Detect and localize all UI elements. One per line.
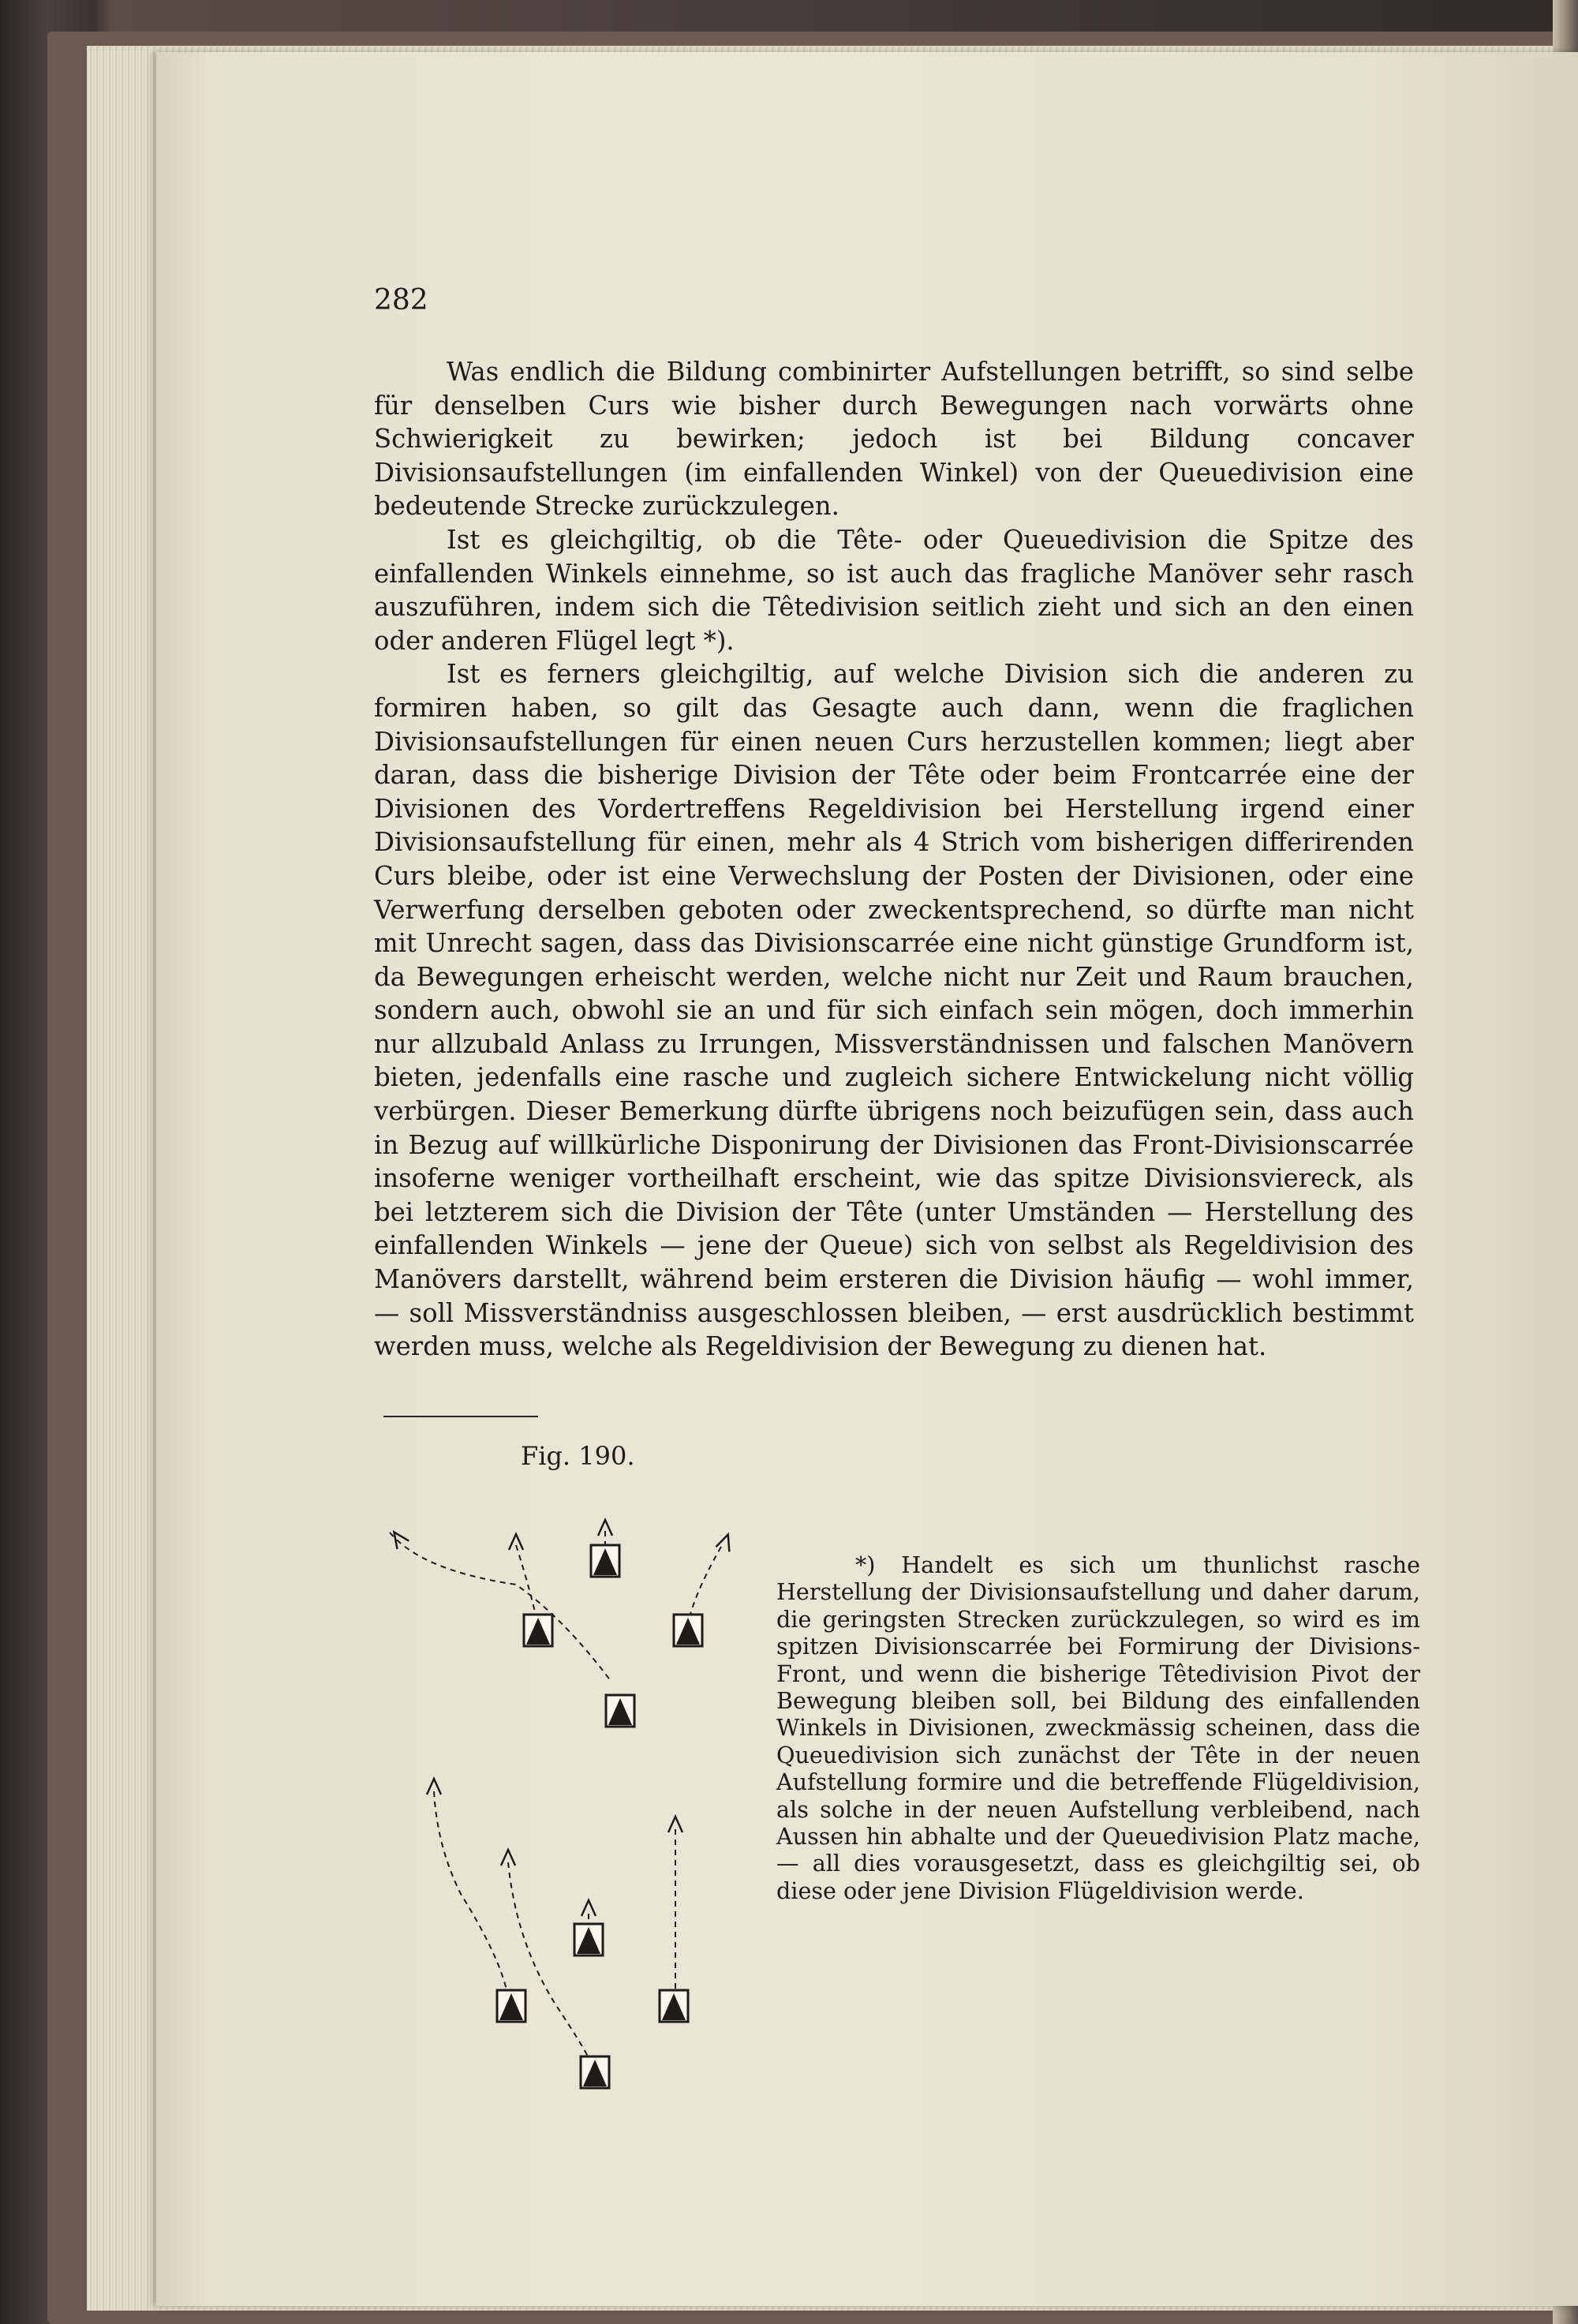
upper-movement-paths <box>390 1531 721 1681</box>
paragraph-3: Ist es ferners gleichgiltig, auf welche Division sich die anderen zu formiren haben, so gilt das Gesagte auch dann, wenn die fraglichen Divisionsaufstellungen für einen neuen Curs herzustellen kommen; liegt aber daran, dass die bisherige Division der Tête oder beim Frontcarrée eine der Divisionen des Vordertreffens Regeldivision bei Herstellung irgend einer Divisionsaufstellung für einen, mehr als 4 Strich vom bisherigen differirenden Curs bleibe, oder ist eine Verwechslung der Posten der Divisionen, oder eine Verwerfung derselben geboten oder zweckentsprechend, so dürfte man nicht mit Unrecht sagen, dass das Divisionscarrée eine nicht günstige Grundform ist, da Bewegungen erheischt werden, welche nicht nur Zeit und Raum brauchen, sondern auch, obwohl sie an und für sich einfach sein mögen, doch immerhin nur allzubald Anlass zu Irrungen, Missverständnissen und falschen Manövern bieten, jedenfalls eine rasche und zugleich sichere Entwickelung nicht völlig verbürgen. Dieser Bemerkung dürfte übrigens noch beizufügen sein, dass auch in Bezug auf willkürliche Disponirung der Divisionen das Front-Divisionscarrée insoferne weniger vortheilhaft erscheint, wie das spitze Divisionsviereck, als bei letzterem sich die Division der Tête (unter Umständen — Herstellung des einfallenden Winkels — jene der Queue) sich von selbst als Regeldivision des Manövers darstellt, während beim ersteren die Division häufig — wohl immer, — soll Missverständniss ausgeschlossen bleiben, — erst ausdrücklich bestimmt werden muss, welche als Regeldivision der Bewegung zu dienen hat. <box>374 659 1414 1362</box>
figure-caption: Fig. 190. <box>521 1441 635 1471</box>
lower-division-marks <box>497 1924 688 2088</box>
paragraph-2: Ist es gleichgiltig, ob die Tête- oder Queuedivision die Spitze des einfallenden Winkels einnehme, so ist auch das fragliche Manöver sehr rasch auszuführen, indem sich die Têtedivision seitlich zieht und sich an den einen oder anderen Flügel legt *). <box>374 524 1414 656</box>
main-text <box>374 355 1414 1364</box>
footnote-text: *) Handelt es sich um thunlichst rasche Herstellung der Divisionsaufstellung und daher darum, die geringsten Strecken zurückzulegen, so wird es im spitzen Divisionscarrée bei Formirung der Divisions-Front, und wenn die bisherige Têtedivision Pivot der Bewegung bleiben soll, bei Bildung des einfallenden Winkels in Divisionen, zweckmässig scheinen, dass die Queuedivision sich zunächst der Tête in der neuen Aufstellung formire und die betreffende Flügeldivision, als solche in der neuen Aufstellung verbleibend, nach Aussen hin abhalte und der Queuedivision Platz mache, — all dies vorausgesetzt, dass es gleichgiltig sei, ob diese oder jene Division Flügeldivision werde. <box>776 1551 1420 1904</box>
lower-arrowheads <box>427 1779 682 1916</box>
figure-190-diagram <box>374 1499 753 2115</box>
upper-division-marks <box>524 1545 702 1727</box>
footnote-separator <box>383 1416 538 1417</box>
paragraph-1: Was endlich die Bildung combinirter Aufstellungen betrifft, so sind selbe für denselben Curs wie bisher durch Bewegungen nach vorwärts ohne Schwierigkeit zu bewirken; jedoch ist bei Bildung concaver Divisionsaufstellungen (im einfallenden Winkel) von der Queuedivision eine bedeutende Strecke zurückzulegen. <box>374 357 1414 522</box>
page-number: 282 <box>374 284 428 316</box>
upper-arrowheads <box>388 1520 735 1551</box>
lower-movement-paths <box>434 1791 675 2068</box>
footnote <box>776 1551 1420 1904</box>
